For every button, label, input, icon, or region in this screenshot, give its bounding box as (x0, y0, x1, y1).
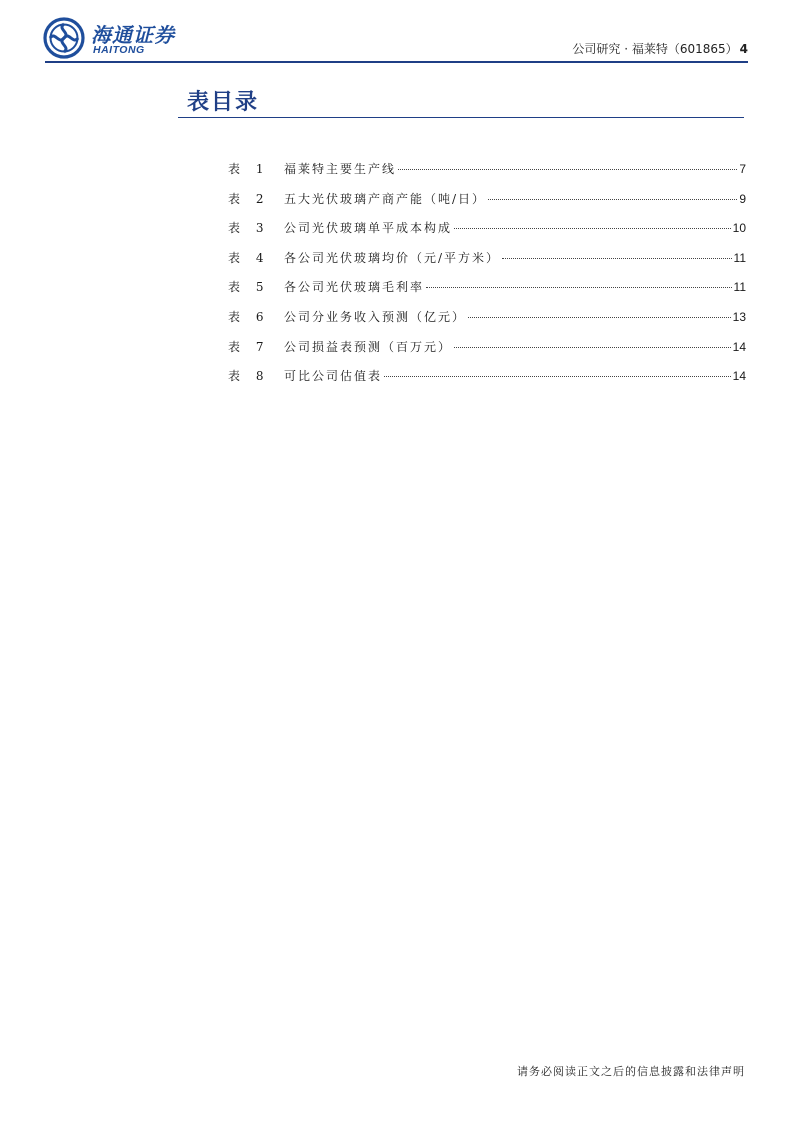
logo-english-name: HAITONG (93, 44, 145, 56)
toc-dot-leader (468, 317, 731, 318)
toc-entry-title: 福莱特主要生产线 (284, 162, 397, 176)
toc-entry-page: 11 (733, 280, 746, 295)
toc-entry[interactable] (228, 219, 746, 249)
header-page-number: 4 (739, 42, 748, 56)
toc-entry-title: 公司损益表预测（百万元） (284, 339, 453, 354)
toc-entry-title: 公司光伏玻璃单平成本构成 (284, 221, 453, 236)
toc-entry-number: 表 6 (228, 309, 270, 324)
toc-dot-leader (502, 258, 731, 259)
toc-entry[interactable] (228, 367, 746, 397)
title-divider (178, 117, 744, 118)
header-section-label (572, 40, 748, 57)
toc-entry-number: 表 3 (228, 221, 270, 236)
toc-dot-leader (454, 228, 731, 229)
toc-entry-page: 9 (739, 191, 746, 206)
toc-entry-number: 表 1 (228, 162, 270, 176)
toc-dot-leader (454, 347, 731, 348)
toc-entry[interactable] (228, 160, 746, 190)
toc-entry-title: 各公司光伏玻璃毛利率 (284, 280, 425, 295)
table-of-contents (228, 160, 746, 397)
toc-entry-number: 表 4 (228, 250, 270, 265)
toc-dot-leader (426, 287, 732, 288)
haitong-logo-icon (43, 17, 85, 59)
toc-entry-title: 五大光伏玻璃产商产能（吨/日） (284, 191, 487, 206)
toc-entry[interactable] (228, 308, 746, 338)
footer-disclaimer: 请务必阅读正文之后的信息披露和法律声明 (517, 1065, 745, 1078)
toc-entry-number: 表 8 (228, 369, 270, 384)
toc-dot-leader (384, 376, 731, 377)
header-section-text: 公司研究 · 福莱特（601865） (572, 42, 738, 56)
page-title: 表目录 (187, 89, 260, 115)
toc-entry[interactable] (228, 190, 746, 220)
toc-entry-page: 14 (732, 369, 746, 384)
toc-entry-number: 表 2 (228, 191, 270, 206)
toc-entry-title: 可比公司估值表 (284, 369, 383, 384)
toc-entry-title: 各公司光伏玻璃均价（元/平方米） (284, 250, 501, 265)
toc-entry[interactable] (228, 249, 746, 279)
toc-entry-page: 13 (732, 309, 746, 324)
toc-entry-page: 11 (733, 250, 746, 265)
toc-entry-page: 7 (739, 162, 746, 176)
toc-entry-title: 公司分业务收入预测（亿元） (284, 309, 467, 324)
toc-dot-leader (398, 169, 737, 170)
header-divider (45, 61, 748, 63)
company-logo (43, 17, 183, 61)
toc-dot-leader (488, 199, 737, 200)
toc-entry-number: 表 7 (228, 339, 270, 354)
toc-entry-page: 10 (732, 221, 746, 236)
toc-entry[interactable] (228, 338, 746, 368)
toc-entry-page: 14 (732, 339, 746, 354)
toc-entry[interactable] (228, 278, 746, 308)
toc-entry-number: 表 5 (228, 280, 270, 295)
logo-chinese-name: 海通证券 (91, 23, 175, 47)
